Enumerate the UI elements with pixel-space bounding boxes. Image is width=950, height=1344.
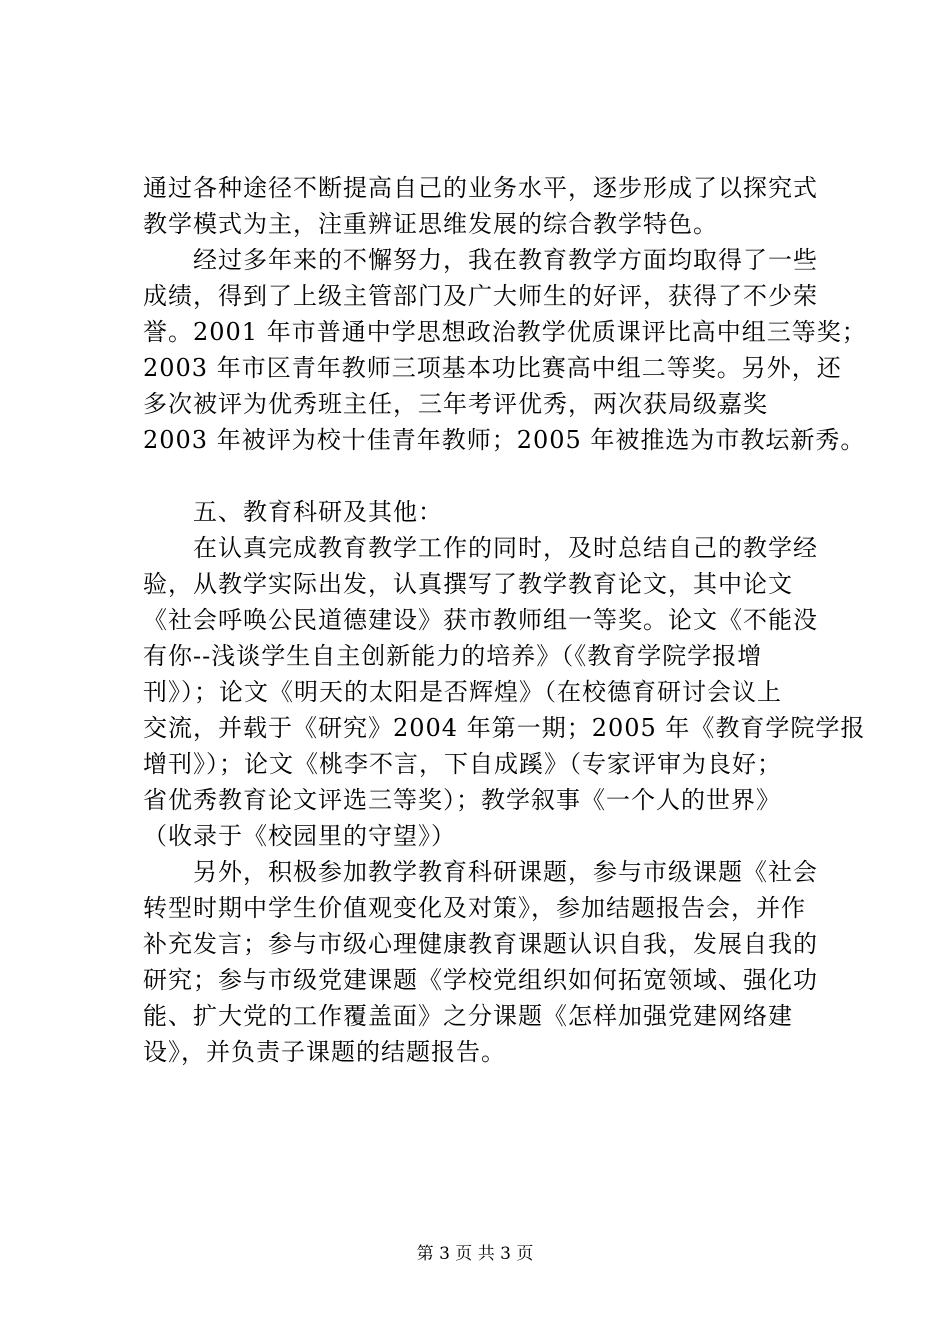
section-heading: 五、教育科研及其他： [143, 498, 443, 526]
paragraph-gap [143, 458, 833, 494]
text-line: 能、扩大党的工作覆盖面》之分课题《怎样加强党建网络建 [143, 1002, 793, 1030]
text-line: 刊》）；论文《明天的太阳是否辉煌》（在校德育研讨会议上 [143, 678, 782, 706]
text-line: 有你--浅谈学生自主创新能力的培养》（《教育学院学报增 [143, 642, 763, 670]
text-line: 转型时期中学生价值观变化及对策》，参加结题报告会，并作 [143, 894, 806, 922]
text-line: 研究；参与市级党建课题《学校党组织如何拓宽领域、强化功 [143, 966, 818, 994]
text-line: 成绩，得到了上级主管部门及广大师生的好评，获得了不少荣 [143, 282, 818, 310]
text-line: 设》，并负责子课题的结题报告。 [143, 1038, 506, 1066]
text-line: 2003 年被评为校十佳青年教师；2005 年被推选为市教坛新秀。 [143, 426, 866, 454]
text-line: 《社会呼唤公民道德建设》获市教师组一等奖。论文《不能没 [143, 606, 818, 634]
text-line: 交流，并载于《研究》2004 年第一期；2005 年《教育学院学报 [143, 714, 866, 742]
text-line: 教学模式为主，注重辨证思维发展的综合教学特色。 [143, 210, 718, 238]
text-line: 通过各种途径不断提高自己的业务水平，逐步形成了以探究式 [143, 174, 818, 202]
text-line: 2003 年市区青年教师三项基本功比赛高中组二等奖。另外，还 [143, 354, 842, 382]
text-line: 省优秀教育论文评选三等奖）；教学叙事《一个人的世界》 [143, 786, 781, 814]
text-line: 多次被评为优秀班主任，三年考评优秀，两次获局级嘉奖 [143, 390, 768, 418]
text-line: 誉。2001 年市普通中学思想政治教学优质课评比高中组三等奖； [143, 318, 867, 346]
page-footer [0, 1242, 950, 1266]
text-line: 验，从教学实际出发，认真撰写了教学教育论文，其中论文 [143, 570, 793, 598]
text-line: 补充发言；参与市级心理健康教育课题认识自我，发展自我的 [143, 930, 818, 958]
text-line: 增刊》）；论文《桃李不言，下自成蹊》（专家评审为良好； [143, 750, 782, 778]
text-line: 在认真完成教育教学工作的同时，及时总结自己的教学经 [143, 534, 818, 562]
text-line: 经过多年来的不懈努力，我在教育教学方面均取得了一些 [143, 246, 818, 274]
page-number: 第 3 页 共 3 页 [416, 1244, 534, 1264]
text-line: 另外，积极参加教学教育科研课题，参与市级课题《社会 [143, 858, 818, 886]
text-line: （收录于《校园里的守望》） [143, 822, 456, 850]
document-body [143, 170, 867, 1070]
